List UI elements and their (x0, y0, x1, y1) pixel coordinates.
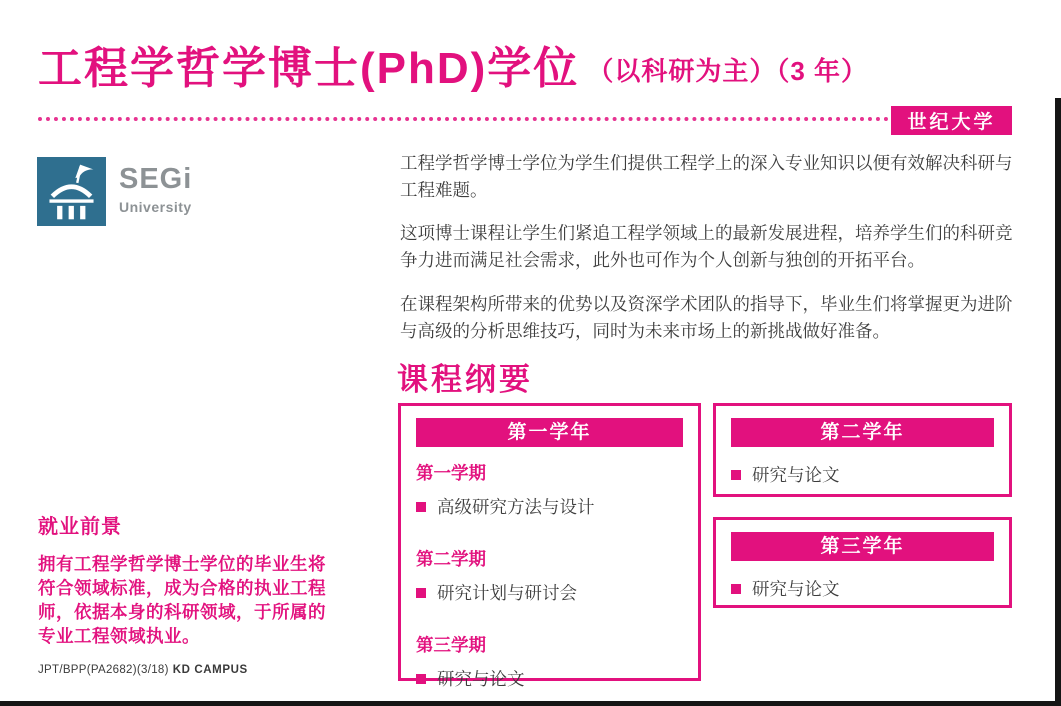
semester-label: 第一学期 (416, 463, 486, 483)
bullet-square-icon (731, 470, 741, 480)
intro-paragraph: 这项博士课程让学生们紧追工程学领域上的最新发展进程，培养学生们的科研竞争力进而满足社会需求，此外也可作为个人创新与独创的开拓平台。 (400, 223, 1013, 271)
dotted-divider (38, 117, 889, 121)
year-3-box (713, 517, 1012, 608)
page-edge-bottom (0, 701, 1061, 706)
footer-campus: KD CAMPUS (172, 664, 248, 676)
course-item (416, 494, 683, 519)
bullet-square-icon (731, 584, 741, 594)
page-title-suffix: （以科研为主）（3 年） (587, 55, 868, 86)
intro-paragraph: 在课程架构所带来的优势以及资深学术团队的指导下，毕业生们将掌握更为进阶与高级的分析思维技巧，同时为未来市场上的新挑战做好准备。 (400, 293, 1013, 341)
semester-label: 第二学期 (416, 549, 486, 569)
year-3-header: 第三学年 (731, 532, 994, 561)
course-name: 研究计划与研讨会 (437, 583, 577, 603)
bullet-square-icon (416, 674, 426, 684)
course-item (416, 580, 683, 605)
course-item (731, 576, 994, 601)
semester-label: 第三学期 (416, 635, 486, 655)
career-body: 拥有工程学哲学博士学位的毕业生将符合领域标准，成为合格的执业工程师，依据本身的科研领域，于所属的专业工程领域执业。 (38, 554, 326, 647)
career-section (38, 510, 330, 649)
course-item (731, 462, 994, 487)
segi-logo-subtitle: University (119, 199, 192, 215)
year-2-header: 第二学年 (731, 418, 994, 447)
page-title (38, 32, 868, 96)
university-badge: 世纪大学 (891, 106, 1012, 135)
course-name: 研究与论文 (437, 669, 525, 689)
bullet-square-icon (416, 588, 426, 598)
year-1-header: 第一学年 (416, 418, 683, 447)
semester-group (416, 460, 683, 519)
bullet-square-icon (416, 502, 426, 512)
course-item (416, 666, 683, 691)
footer-code-line (38, 664, 248, 676)
segi-dome-icon (37, 157, 106, 226)
segi-logo-name: SEGi (119, 163, 193, 195)
course-name: 研究与论文 (752, 465, 840, 485)
page-title-main: 工程学哲学博士(PhD)学位 (38, 44, 580, 93)
course-outline-heading: 课程纲要 (397, 362, 533, 397)
segi-logo (37, 157, 192, 226)
page-edge-right (1055, 98, 1061, 706)
footer-code: JPT/BPP(PA2682)(3/18) (38, 664, 169, 676)
year-1-box (398, 403, 701, 689)
intro-paragraph: 工程学哲学博士学位为学生们提供工程学上的深入专业知识以便有效解决科研与工程难题。 (400, 153, 1013, 201)
course-name: 高级研究方法与设计 (437, 497, 595, 517)
segi-logo-text (119, 157, 192, 226)
semester-group (416, 632, 683, 691)
intro-section (400, 150, 1014, 361)
semester-group (416, 546, 683, 605)
year-2-box (713, 403, 1012, 497)
career-heading: 就业前景 (38, 516, 122, 538)
course-name: 研究与论文 (752, 579, 840, 599)
